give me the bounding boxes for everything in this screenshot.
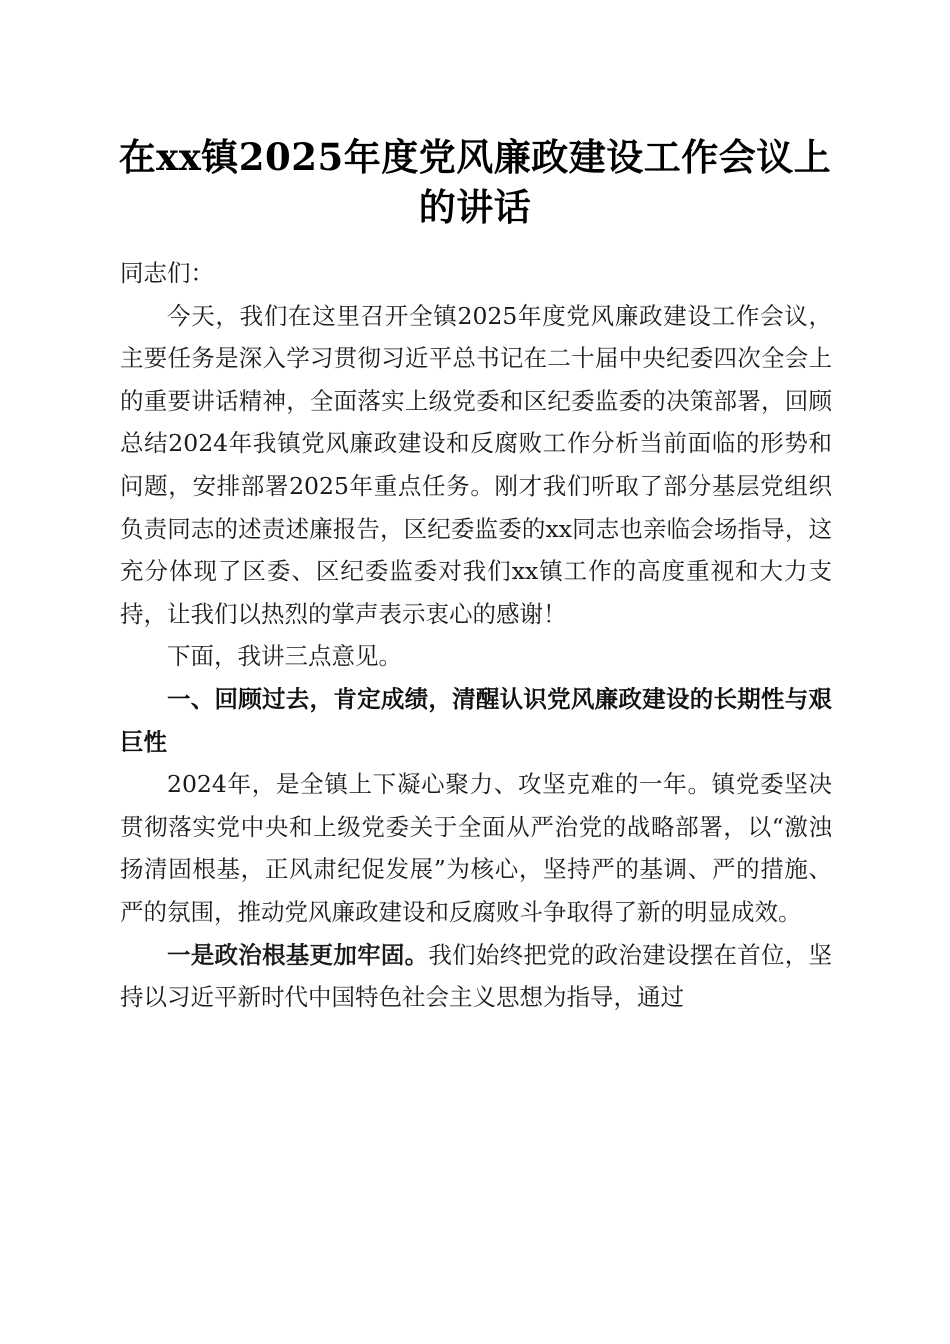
section-1-paragraph: 2024年，是全镇上下凝心聚力、攻坚克难的一年。镇党委坚决贯彻落实党中央和上级党委关于全面从严治党的战略部署，以“激浊扬清固根基，正风肃纪促发展”为核心，坚持严的基调、严的措施、严的氛围，推动党风廉政建设和反腐败斗争取得了新的明显成效。 xyxy=(120,770,832,926)
point-1-paragraph xyxy=(120,934,832,1019)
document-title: 在xx镇2025年度党风廉政建设工作会议上的讲话 xyxy=(118,135,832,229)
intro-paragraph: 今天，我们在这里召开全镇2025年度党风廉政建设工作会议，主要任务是深入学习贯彻习近平总书记在二十届中央纪委四次全会上的重要讲话精神，全面落实上级党委和区纪委监委的决策部署，回顾总结2024年我镇党风廉政建设和反腐败工作分析当前面临的形势和问题，安排部署2025年重点任务。刚才我们听取了部分基层党组织负责同志的述责述廉报告，区纪委监委的xx同志也亲临会场指导，这充分体现了区委、区纪委监委对我们xx镇工作的高度重视和大力支持，让我们以热烈的掌声表示衷心的感谢！ xyxy=(120,301,832,628)
point-1-lead: 一是政治根基更加牢固。 xyxy=(167,940,429,969)
transition-paragraph: 下面，我讲三点意见。 xyxy=(167,642,402,671)
point-1-text: 我们始终把党的政治建设摆在首位，坚持以习近平新时代中国特色社会主义思想为指导，通过 xyxy=(120,940,833,1012)
section-1-heading: 一、回顾过去，肯定成绩，清醒认识党风廉政建设的长期性与艰巨性 xyxy=(120,684,832,756)
salutation: 同志们： xyxy=(120,259,214,287)
document-body xyxy=(120,252,832,1019)
